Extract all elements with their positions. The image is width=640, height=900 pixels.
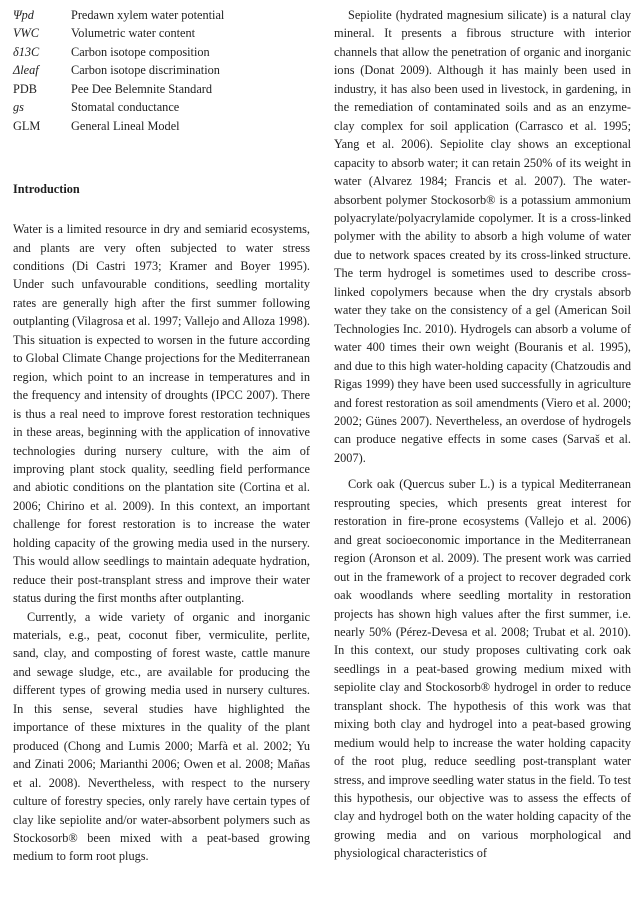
abbreviation-key: δ13C: [13, 44, 40, 59]
right-column: [334, 6, 631, 863]
abbreviation-key: Ψpd: [13, 8, 34, 22]
abbreviation-row: [13, 6, 310, 24]
left-column: [13, 6, 310, 866]
abbreviation-row: [13, 61, 310, 79]
body-paragraph: Water is a limited resource in dry and semiarid ecosystems, and plants are very often subjected to water stress conditions (Di Castri 1973; Kramer and Boyer 1995). Under such unfavourable conditions, seedling mortality rates are generally high after the first summer following outplanting (Vilagrosa et al. 1997; Vallejo and Alloza 1998). This situation is expected to worsen in the future according to Global Climate Change projections for the Mediterranean region, which point to an increase in temperatures and in the frequency and intensity of droughts (IPCC 2007). There is thus a real need to improve forest restoration techniques in these areas, beginning with the application of innovative technologies during nursery culture, with the aim of improving plant stock quality, seedling field performance and abiotic conditions on the plantation site (Cortina et al. 2006; Chirino et al. 2009). In this context, an important challenge for forest restoration is to increase the water holding capacity of the growing media used in the nursery. This would allow seedlings to maintain adequate hydration, reduce their post-transplant stress and improve their water status during the first months after outplanting.: [13, 222, 310, 606]
abbreviation-row: [13, 80, 310, 98]
abbreviation-value: General Lineal Model: [71, 118, 180, 133]
abbreviation-value: Predawn xylem water potential: [71, 8, 225, 22]
abbreviation-key: gs: [13, 100, 24, 115]
abbreviation-key: PDB: [13, 81, 37, 96]
abbreviation-value: Carbon isotope composition: [71, 44, 210, 59]
body-paragraph: Currently, a wide variety of organic and inorganic materials, e.g., peat, coconut fiber, vermiculite, perlite, sand, clay, and composting of forest waste, cattle manure and sewage sludge, etc., are available for producing the different types of growing media used in nursery cultures. In this sense, several studies have highlighted the importance of these mixtures in the quality of the plant produced (Chong and Lumis 2000; Marfà et al. 2002; Yu and Zinati 2006; Marianthi 2006; Owen et al. 2008; Mañas et al. 2008). Nevertheless, with respect to the nursery culture of forestry species, only rarely have certain types of clay like sepiolite and/or water-absorbent polymers such as Stockosorb® been mixed with a peat-based growing medium to form root plugs.: [13, 609, 310, 864]
abbreviation-list: [13, 6, 310, 135]
abbreviation-value: Pee Dee Belemnite Standard: [71, 81, 213, 96]
abbreviation-row: [13, 24, 310, 42]
abbreviation-key: VWC: [13, 26, 39, 41]
abbreviation-key: Δleaf: [13, 63, 39, 78]
abbreviation-value: Stomatal conductance: [71, 100, 180, 115]
body-paragraph: Sepiolite (hydrated magnesium silicate) is a natural clay mineral. It presents a fibrous structure with interior channels that allow the penetration of organic and inorganic ions (Donat 2009). Although it has mainly been used in industry, it has also been used in livestock, in gardening, in the remediation of contaminated soils and as an enzyme-clay complex for soil application (Carrasco et al. 1995; Yang et al. 2006). Sepiolite clay shows an exceptional capacity to absorb water; it can retain 250% of its weight in water (Alvarez 1984; Francis et al. 2007). The water-absorbent polymer Stockosorb® is a potassium ammonium polyacrylate/polyacrylamide copolymer. It is a cross-linked polymer with the ability to absorb a high volume of water due to network spaces created by its cross-linked structure. The term hydrogel is sometimes used to describe cross-linked copolymers because when the dry crystals absorb water they take on the consistency of a gel (American Soil Technologies Inc. 2010). Hydrogels can absorb a volume of water 400 times their own weight (Bouranis et al. 1995), and due to this high water-holding capacity (Chatzoudis and Rigas 1999) they have been used successfully in agriculture and forest restoration as soil amendments (Viero et al. 2000; 2002; Günes 2007). Nevertheless, an overdose of hydrogels can produce negative effects in some cases (Sarvaš et al. 2007).: [334, 8, 631, 465]
abbreviation-row: [13, 43, 310, 61]
section-heading-introduction: Introduction: [13, 182, 80, 197]
abbreviation-row: [13, 98, 310, 116]
abbreviation-key: GLM: [13, 118, 41, 133]
abbreviation-row: [13, 117, 310, 135]
abbreviation-value: Volumetric water content: [71, 26, 196, 41]
abbreviation-value: Carbon isotope discrimination: [71, 63, 220, 78]
body-paragraph: Cork oak (Quercus suber L.) is a typical Mediterranean resprouting species, which presents great interest for restoration in fire-prone ecosystems (Vallejo et al. 2006) and great socioeconomic importance in the Mediterranean region (Aronson et al. 2009). The present work was carried out in the framework of a project to recover degraded cork oak woodlands where seedling mortality in restoration projects has shown high values after the first summer, i.e. nearly 50% (Pérez-Devesa et al. 2008; Trubat et al. 2010). In this context, our study proposes cultivating cork oak seedlings in a peat-based growing medium mixed with sepiolite clay and Stockosorb® hydrogel in order to reduce transplant shock. The hypothesis of this work was that mixing both clay and hydrogel into a peat-based growing medium would help to increase the water holding capacity of the root plug, reduce seedling post-transplant water stress, and improve seedling water status in the field. To test this hypothesis, our objective was to assess the effects of clay and hydrogel both on the water holding capacity of the growing media and on various morphological and physiological characteristics of: [334, 477, 631, 861]
